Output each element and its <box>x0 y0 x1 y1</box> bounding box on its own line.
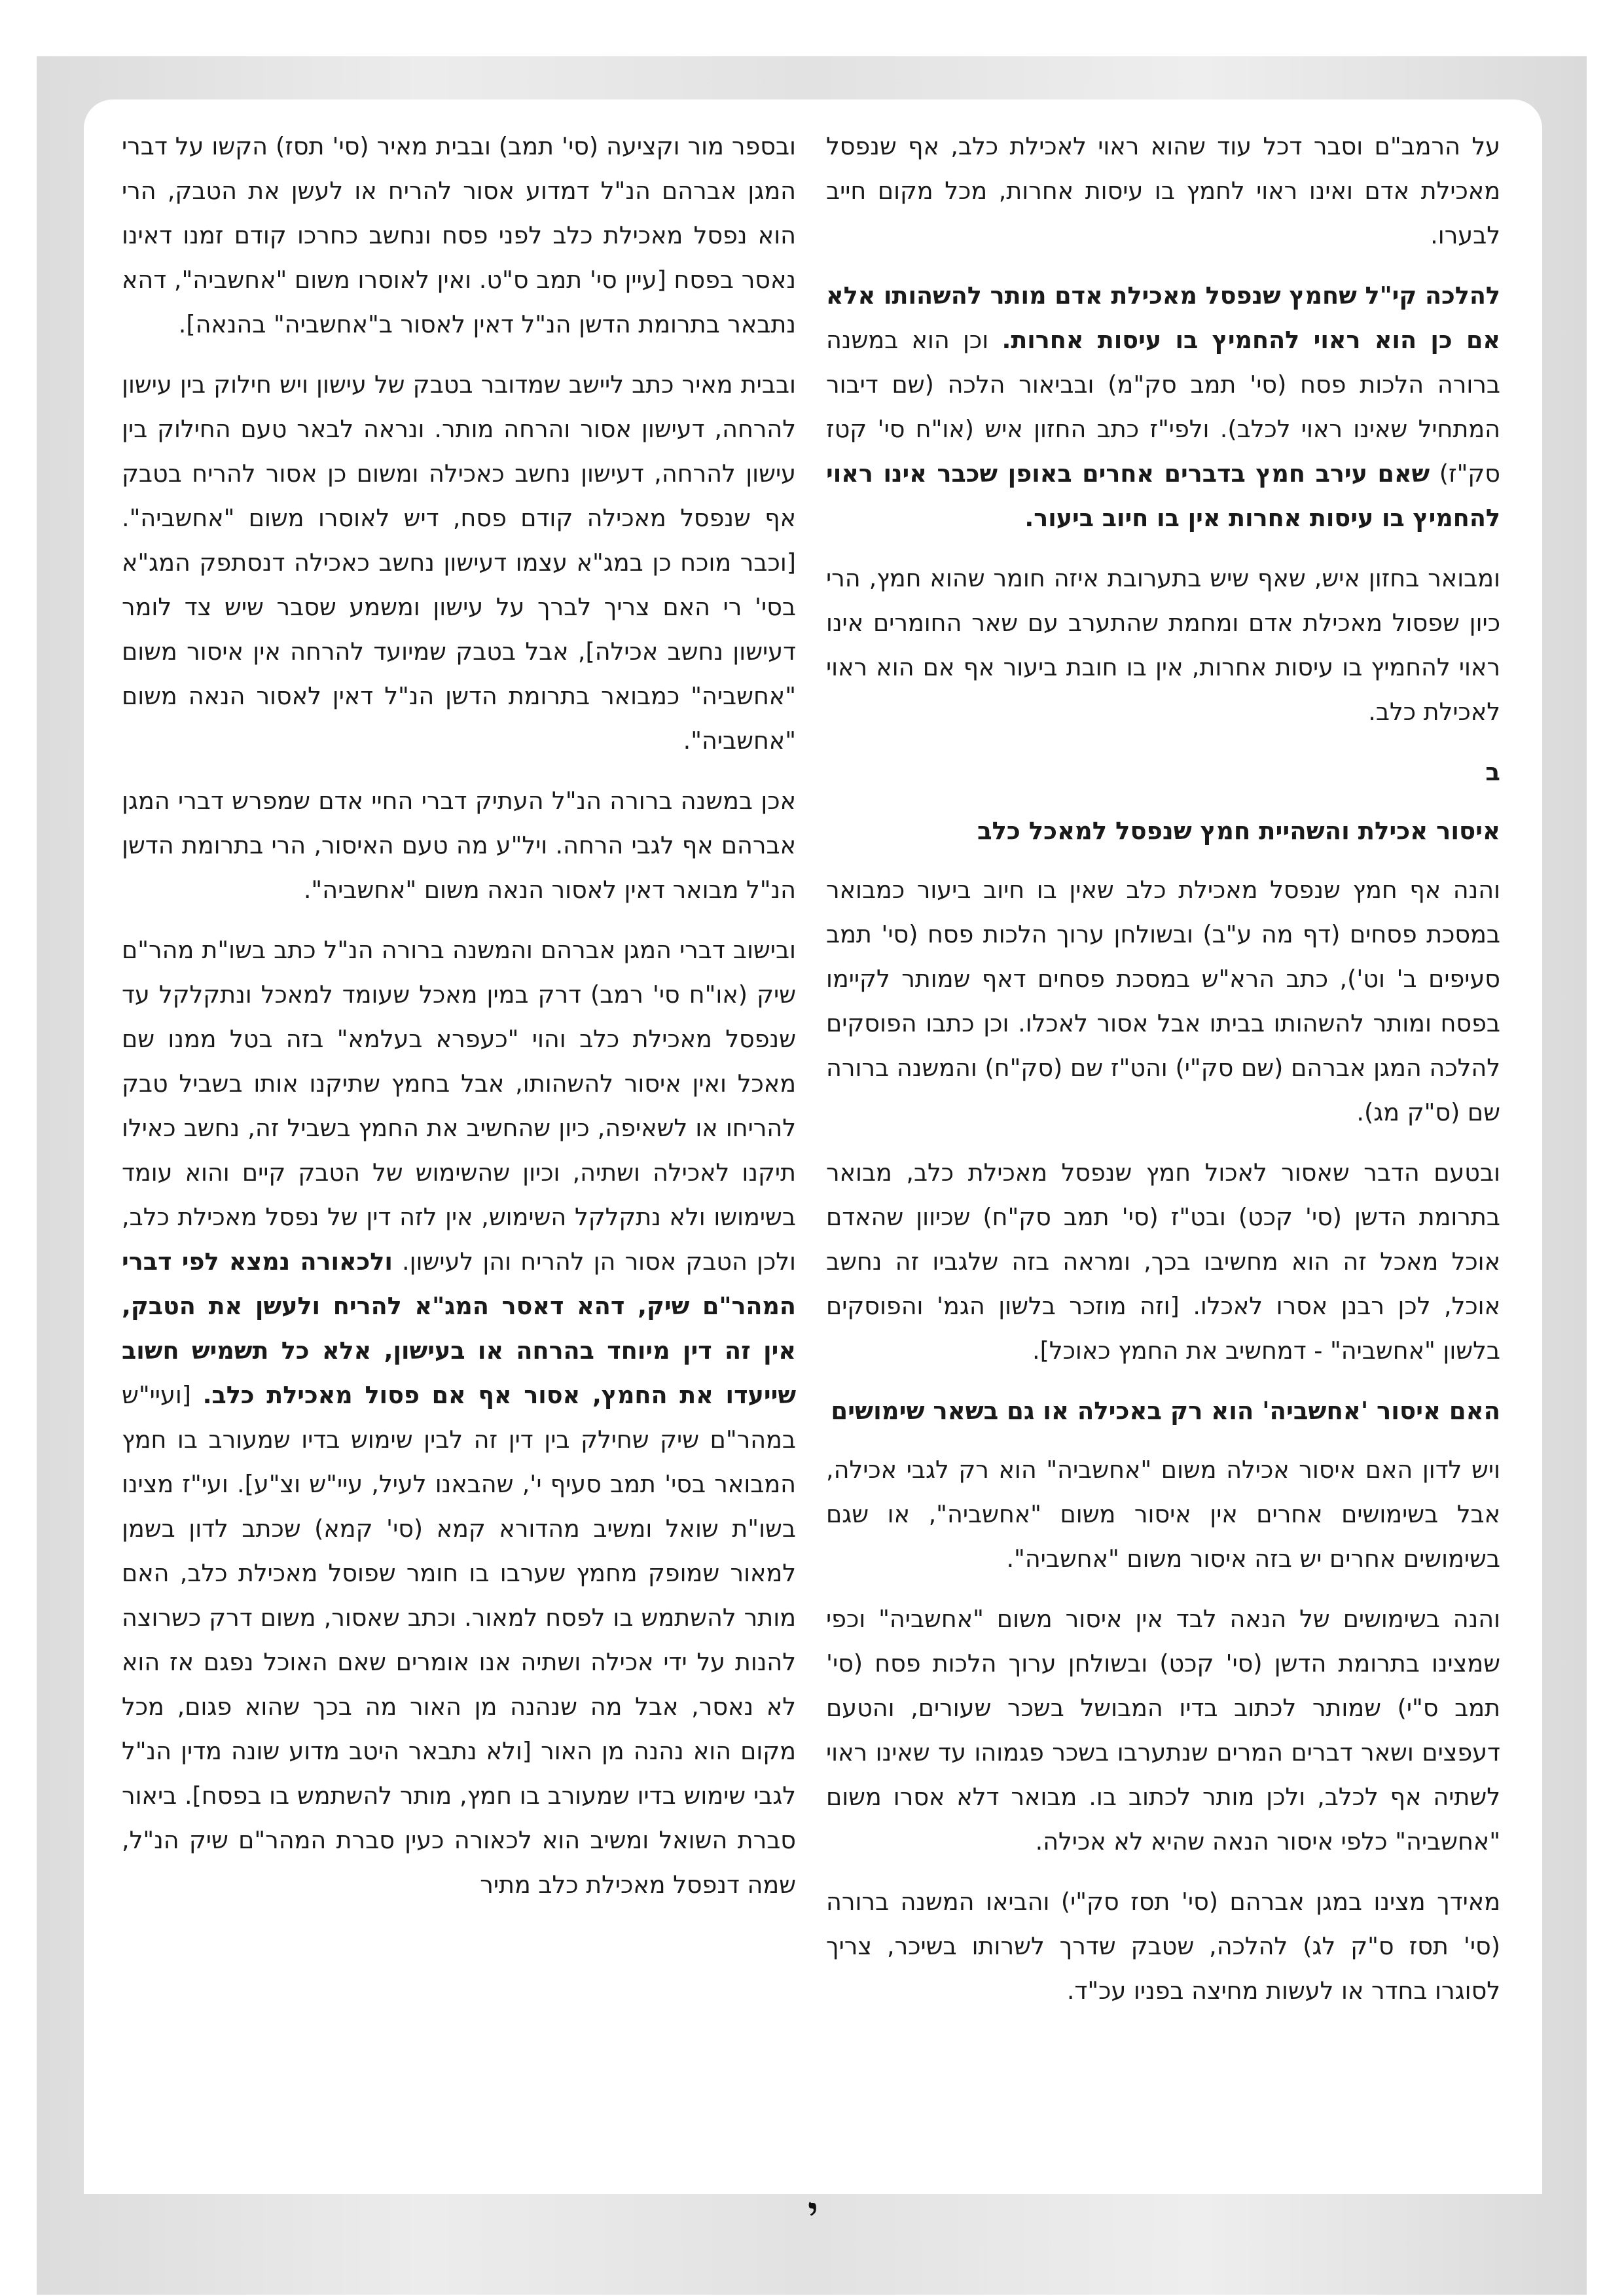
page-number: י <box>808 2189 818 2234</box>
paragraph-text: [ועיי"ש במהר"ם שיק שחילק בין דין זה לבין שימוש בדיו שמעורב בו חמץ המבואר בסי' תמב סעיף י', שהבאנו לעיל, עיי"ש וצ"ע]. ועי"ז מצינו בשו"ת שואל ומשיב מהדורא קמא (סי' קמא) שכתב לדון בשמן למאור שמופק מחמץ שערבו בו חומר שפוסל מאכילת כלב, האם מותר להשתמש בו לפסח למאור. וכתב שאסור, משום דרק כשרוצה להנות על ידי אכילה ושתיה אנו אומרים שאם האוכל נפגם אז הוא לא נאסר, אבל מה שנהנה מן האור מה בכך שהוא פגום, מכל מקום הוא נהנה מן האור [ולא נתבאר היטב מדוע שונה מדין הנ"ל לגבי שימוש בדיו שמעורב בו חמץ, מותר להשתמש בו בפסח]. ביאור סברת השואל ומשיב הוא לכאורה כעין סברת המהר"ם שיק הנ"ל, שמה דנפסל מאכילת כלב מתיר <box>122 1381 796 1899</box>
left-column <box>122 124 796 2193</box>
paragraph: מאידך מצינו במגן אברהם (סי' תסז סק"י) והביאו המשנה ברורה (סי' תסז ס"ק לג) להלכה, שטבק שדרך לשרותו בשיכר, צריך לסוגרו בחדר או לעשות מחיצה בפניו עכ"ד. <box>826 1888 1500 2005</box>
paragraph <box>122 928 796 1907</box>
paragraph: ובטעם הדבר שאסור לאכול חמץ שנפסל מאכילת כלב, מבואר בתרומת הדשן (סי' קכט) ובט"ז (סי' תמב סק"ח) שכיוון שהאדם אוכל מאכל זה הוא מחשיבו בכך, ומראה בזה שלגביו זה נחשב אוכל, לכן רבנן אסרו לאכלו. [וזה מוזכר בלשון הגמ' והפוסקים בלשון "אחשביה" - דמחשיב את החמץ כאוכל]. <box>826 1158 1500 1365</box>
bold-ruling: להלכה קי"ל שחמץ שנפסל מאכילת אדם מותר להשהותו אלא אם כן הוא ראוי להחמיץ בו עיסות אחרות. <box>826 281 1500 354</box>
section-heading: איסור אכילת והשהיית חמץ שנפסל למאכל כלב <box>977 817 1500 845</box>
paragraph: ומבואר בחזון איש, שאף שיש בתערובת איזה חומר שהוא חמץ, הרי כיון שפסול מאכילת אדם ומחמת שהתערב עם שאר החומרים אינו ראוי להחמיץ בו עיסות אחרות, אין בו חובת ביעור אף אם הוא ראוי לאכילת כלב. <box>826 564 1500 726</box>
bold-conclusion: ולכאורה נמצא לפי דברי המהר"ם שיק, דהא דאסר המג"א להריח ולעשן את הטבק, אין זה דין מיוחד בהרחה או בעישון, אלא כל תשמיש חשוב שייעדו את החמץ, אסור אף אם פסול מאכילת כלב. <box>122 1247 796 1409</box>
paragraph: אכן במשנה ברורה הנ"ל העתיק דברי החיי אדם שמפרש דברי המגן אברהם אף לגבי הרחה. ויל"ע מה טעם האיסור, הרי בתרומת הדשן הנ"ל מבואר דאין לאסור הנאה משום "אחשביה". <box>122 787 796 904</box>
paragraph <box>826 274 1500 541</box>
paragraph: ויש לדון האם איסור אכילה משום "אחשביה" הוא רק לגבי אכילה, אבל בשימושים אחרים אין איסור משום "אחשביה", או שגם בשימושים אחרים יש בזה איסור משום "אחשביה". <box>826 1456 1500 1573</box>
paragraph: ובבית מאיר כתב ליישב שמדובר בטבק של עישון ויש חילוק בין עישון להרחה, דעישון אסור והרחה מותר. ונראה לבאר טעם החילוק בין עישון להרחה, דעישון נחשב כאכילה ומשום כן אסור להריח בטבק אף שנפסל מאכילה קודם פסח, דיש לאוסרו משום "אחשביה". [וכבר מוכח כן במג"א עצמו דעישון נחשב כאכילה דנסתפק המג"א בסי' רי האם צריך לברך על עישון ומשמע שסבר שיש צד לומר דעישון נחשב אכילה], אבל בטבק שמיועד להרחה אין איסור משום "אחשביה" כמבואר בתרומת הדשן הנ"ל דאין לאסור הנאה משום "אחשביה". <box>122 370 796 755</box>
bold-ruling: שאם עירב חמץ בדברים אחרים באופן שכבר אינו ראוי להחמיץ בו עיסות אחרות אין בו חיוב ביעור. <box>826 459 1500 532</box>
section-letter: ב <box>1485 758 1500 786</box>
paragraph-text: ובישוב דברי המגן אברהם והמשנה ברורה הנ"ל כתב בשו"ת מהר"ם שיק (או"ח סי' רמב) דרק במין מאכל שעומד למאכל ונתקלקל עד שנפסל מאכילת כלב והוי "כעפרא בעלמא" בזה בטל ממנו שם מאכל ואין איסור להשהותו, אבל בחמץ שתיקנו אותו בשביל טבק להריחו או לשאיפה, כיון שהחשיב את החמץ בשביל זה, נחשב כאילו תיקנו לאכילה ושתיה, וכיון שהשימוש של הטבק קיים והוא עומד בשימושו ולא נתקלקל השימוש, אין לזה דין של נפסל מאכילת כלב, ולכן הטבק אסור הן להריח והן לעישון. <box>122 936 796 1276</box>
right-column <box>826 124 1500 2193</box>
paragraph: והנה בשימושים של הנאה לבד אין איסור משום "אחשביה" וכפי שמצינו בתרומת הדשן (סי' קכט) ובשולחן ערוך הלכות פסח (סי' תמב ס"י) שמותר לכתוב בדיו המבושל בשכר שעורים, והטעם דעפצים ושאר דברים המרים שנתערבו בשכר פגמוהו עד שאינו ראוי לשתיה אף לכלב, ולכן מותר לכתוב בו. מבואר דלא אסרו משום "אחשביה" כלפי איסור הנאה שהיא לא אכילה. <box>826 1605 1500 1856</box>
paragraph: ובספר מור וקציעה (סי' תמב) ובבית מאיר (סי' תסז) הקשו על דברי המגן אברהם הנ"ל דמדוע אסור להריח או לעשן את הטבק, הרי הוא נפסל מאכילת כלב לפני פסח ונחשב כחרכו קודם זמנו דאינו נאסר בפסח [עיין סי' תמב ס"ט. ואין לאוסרו משום "אחשביה", דהא נתבאר בתרומת הדשן הנ"ל דאין לאסור ב"אחשביה" בהנאה]. <box>122 132 796 338</box>
paragraph-text: וכן הוא במשנה ברורה הלכות פסח (סי' תמב סק"מ) ובביאור הלכה (שם דיבור המתחיל שאינו ראוי לכלב). ולפי"ז כתב החזון איש (או"ח סי' קטז סק"ז) <box>826 326 1500 488</box>
document-page <box>84 99 1542 2194</box>
paragraph: על הרמב"ם וסבר דכל עוד שהוא ראוי לאכילת כלב, אף שנפסל מאכילת אדם ואינו ראוי לחמץ בו עיסות אחרות, מכל מקום חייב לבערו. <box>826 132 1500 249</box>
paragraph: והנה אף חמץ שנפסל מאכילת כלב שאין בו חיוב ביעור כמבואר במסכת פסחים (דף מה ע"ב) ובשולחן ערוך הלכות פסח (סי' תמב סעיפים ב' וט'), כתב הרא"ש במסכת פסחים דאף שמותר לקיימו בפסח ומותר להשהותו בביתו אבל אסור לאכלו. וכן כתבו הפוסקים להלכה המגן אברהם (שם סק"י) והט"ז שם (סק"ח) והמשנה ברורה שם (ס"ק מג). <box>826 876 1500 1126</box>
section-heading: האם איסור 'אחשביה' הוא רק באכילה או גם בשאר שימושים <box>831 1397 1500 1425</box>
